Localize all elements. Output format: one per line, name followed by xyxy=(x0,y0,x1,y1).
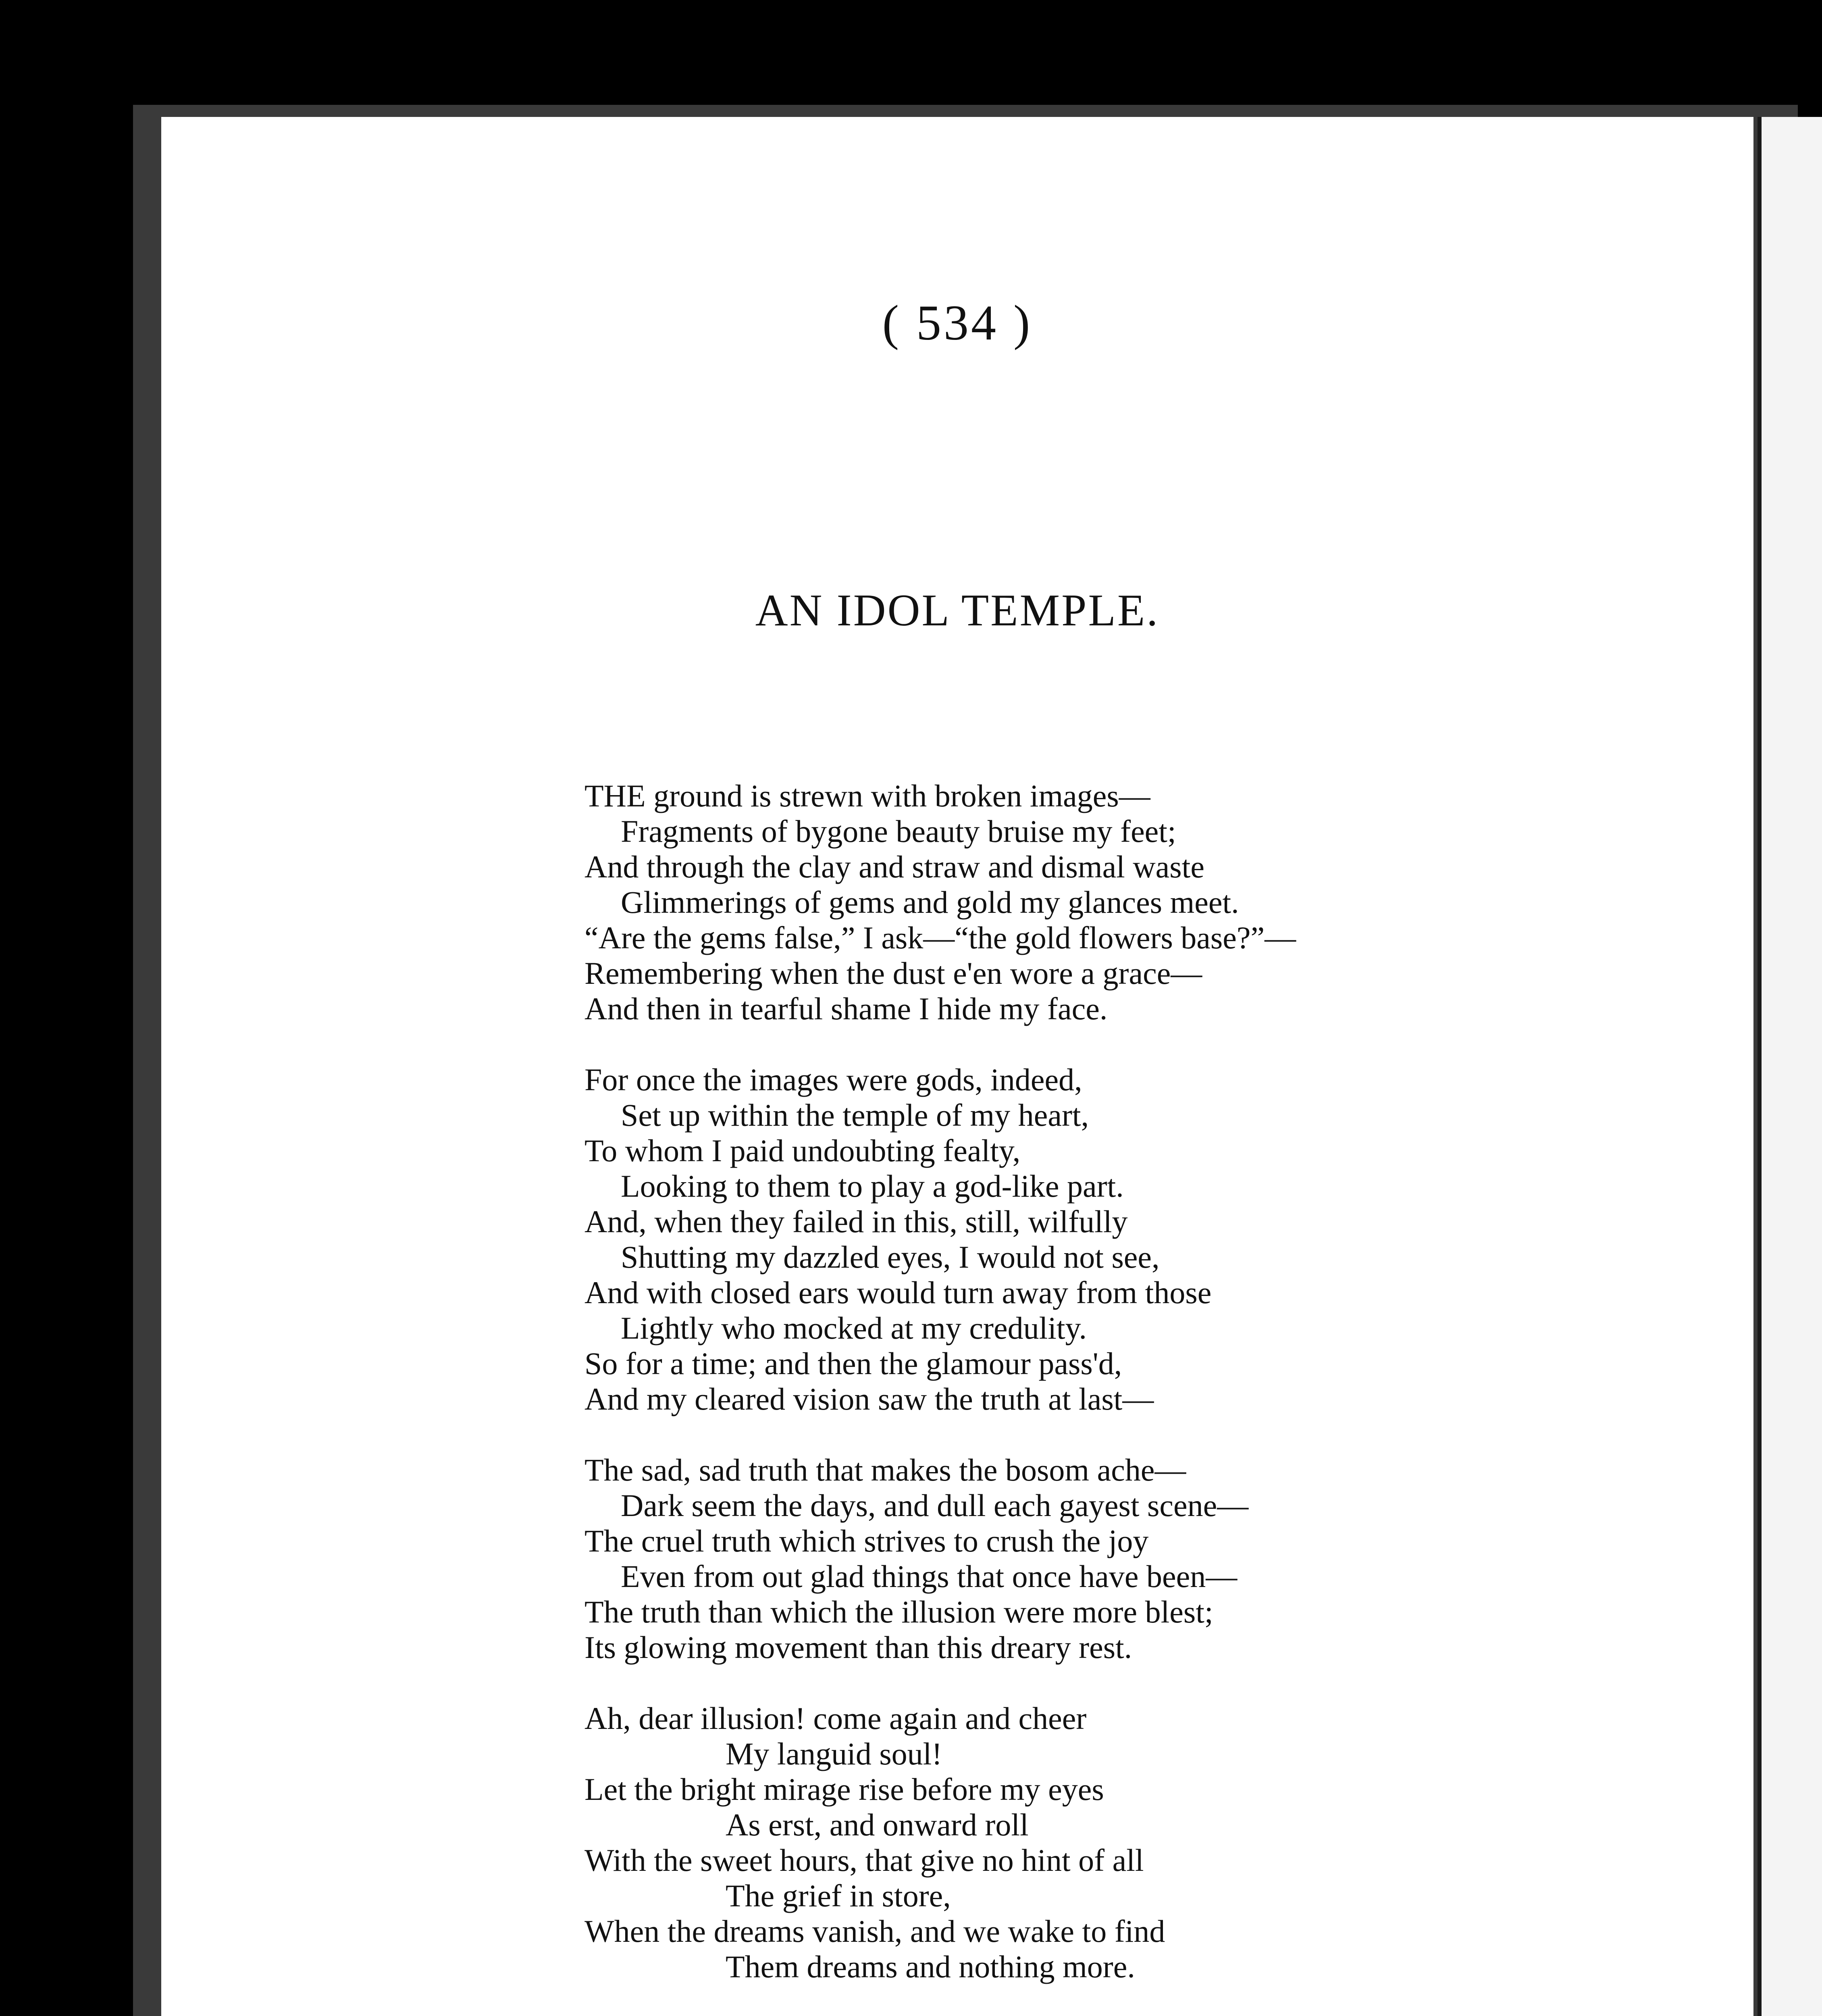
poem-line: When the dreams vanish, and we wake to find xyxy=(584,1914,1165,1949)
poem-line: And, when they failed in this, still, wilfully xyxy=(584,1204,1128,1239)
book-page xyxy=(161,117,1753,2016)
poem-line: Even from out glad things that once have been— xyxy=(621,1559,1238,1594)
poem-line: The cruel truth which strives to crush the joy xyxy=(584,1523,1149,1558)
poem-stanza xyxy=(584,1701,1673,1985)
poem-line: As erst, and onward roll xyxy=(726,1807,1029,1842)
next-page-edge xyxy=(1758,117,1822,2016)
poem-line: “Are the gems false,” I ask—“the gold flowers base?”— xyxy=(584,920,1296,955)
poem-line: Lightly who mocked at my credulity. xyxy=(621,1310,1087,1345)
poem-line: The grief in store, xyxy=(726,1878,951,1913)
poem-line: For once the images were gods, indeed, xyxy=(584,1062,1082,1097)
poem-line: Fragments of bygone beauty bruise my feet; xyxy=(621,814,1176,849)
poem-line: Its glowing movement than this dreary rest. xyxy=(584,1630,1132,1665)
poem-line: And with closed ears would turn away from those xyxy=(584,1275,1212,1310)
poem-stanza xyxy=(584,1062,1673,1417)
poem-line: And through the clay and straw and dismal waste xyxy=(584,849,1204,884)
poem-line: With the sweet hours, that give no hint of all xyxy=(584,1843,1144,1878)
poem-line: And my cleared vision saw the truth at last— xyxy=(584,1381,1154,1416)
poem-line: The sad, sad truth that makes the bosom ache— xyxy=(584,1452,1186,1487)
page-number: ( 534 ) xyxy=(882,295,1033,350)
poem-stanza xyxy=(584,778,1673,1027)
poem-line: Set up within the temple of my heart, xyxy=(621,1098,1089,1133)
poem-line: Them dreams and nothing more. xyxy=(726,1949,1135,1984)
poem-line: Shutting my dazzled eyes, I would not see, xyxy=(621,1239,1160,1275)
poem-title: AN IDOL TEMPLE. xyxy=(755,585,1160,635)
poem-line: Remembering when the dust e'en wore a grace— xyxy=(584,956,1202,991)
poem-line: Ah, dear illusion! come again and cheer xyxy=(584,1701,1087,1736)
poem-line: Let the bright mirage rise before my eyes xyxy=(584,1772,1104,1807)
poem-line: Dark seem the days, and dull each gayest scene— xyxy=(621,1488,1249,1523)
poem-line: To whom I paid undoubting fealty, xyxy=(584,1133,1021,1168)
poem-line: Looking to them to play a god-like part. xyxy=(621,1168,1124,1204)
poem-line: Glimmerings of gems and gold my glances meet. xyxy=(621,885,1239,920)
poem-line: So for a time; and then the glamour pass'd, xyxy=(584,1346,1122,1381)
poem-line: THE ground is strewn with broken images— xyxy=(584,778,1150,813)
poem-line: My languid soul! xyxy=(726,1736,942,1771)
poem-line: The truth than which the illusion were more blest; xyxy=(584,1594,1213,1629)
poem-stanza xyxy=(584,1452,1673,1665)
poem-line: And then in tearful shame I hide my face. xyxy=(584,991,1108,1026)
poem-body xyxy=(584,778,1673,2016)
